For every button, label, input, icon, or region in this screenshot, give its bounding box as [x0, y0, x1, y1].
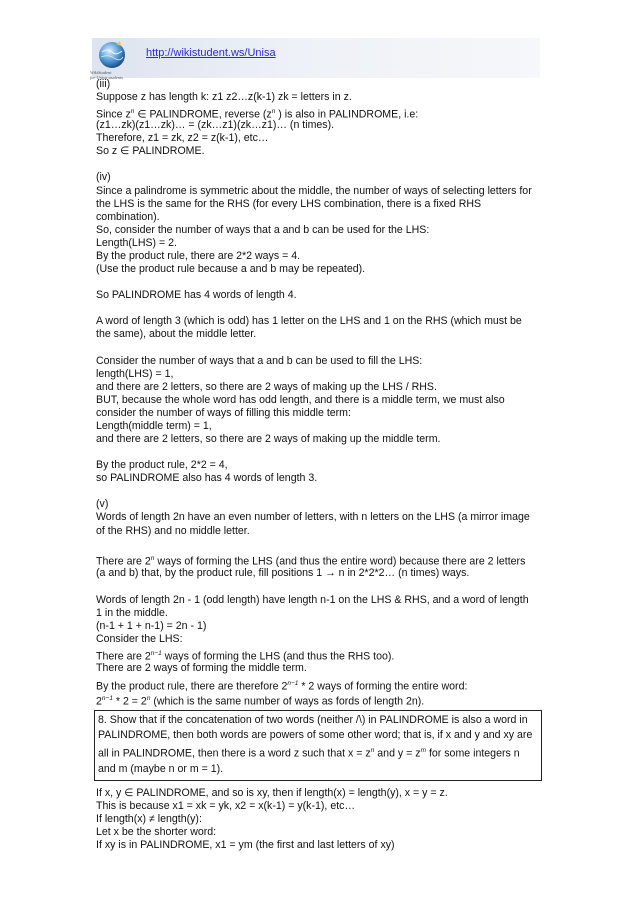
wikistudent-link[interactable]: http://wikistudent.ws/Unisa	[146, 47, 276, 59]
text-line: This is because x1 = xk = yk, x2 = x(k-1) = y(k-1), etc…	[96, 799, 356, 812]
text-line: Since a palindrome is symmetric about the middle, the number of ways of selecting letters for	[96, 184, 532, 197]
text-line: Length(LHS) = 2.	[96, 236, 177, 249]
text-line: (iv)	[96, 171, 111, 184]
text-line: consider the number of ways of filling this middle term:	[96, 406, 351, 419]
text-line: If x, y ∈ PALINDROME, and so is xy, then if length(x) = length(y), x = y = z.	[96, 786, 448, 799]
text-line: Length(middle term) = 1,	[96, 419, 212, 432]
text-line: 1 in the middle.	[96, 606, 168, 619]
document-body	[96, 78, 546, 852]
question-line: and m (maybe n or m = 1).	[98, 762, 224, 775]
text-line: (n-1 + 1 + n-1) = 2n - 1)	[96, 619, 207, 632]
text-line: If xy is in PALINDROME, x1 = ym (the first and last letters of xy)	[96, 838, 395, 851]
text-line: There are $2^{n-1}$ ways of forming the LHS (and thus the RHS too).	[96, 650, 395, 663]
text-line: the same), about the middle letter.	[96, 328, 257, 341]
text-line: So z ∈ PALINDROME.	[96, 145, 205, 158]
text-line: and there are 2 letters, so there are 2 ways of making up the middle term.	[96, 433, 441, 446]
text-line: Words of length 2n have an even number of letters, with n letters on the LHS (a mirror image	[96, 511, 530, 524]
question-box	[94, 710, 542, 781]
text-line: There are 2$^n$ ways of forming the LHS (and thus the entire word) because there are 2 letters	[96, 554, 526, 568]
text-line: (z1…zk)(z1…zk)… = (zk…z1)(zk…z1)… (n times).	[96, 119, 335, 132]
text-line: of the RHS) and no middle letter.	[96, 524, 250, 537]
text-line: By the product rule, there are therefore $2^{n-1} * 2$ ways of forming the entire word:	[96, 680, 468, 693]
text-line: combination).	[96, 210, 160, 223]
text-line: the LHS is the same for the RHS (for every LHS combination, there is a fixed RHS	[96, 197, 482, 210]
text-line: If length(x) ≠ length(y):	[96, 812, 202, 825]
text-line: Therefore, z1 = zk, z2 = z(k-1), etc…	[96, 132, 269, 145]
text-line: Consider the LHS:	[96, 632, 183, 645]
question-line: PALINDROME, then both words are powers of some other word; that is, if x and y and xy are	[98, 729, 533, 741]
text-line: $2^{n-1} * 2 = 2^n$ (which is the same number of ways as fords of length 2n).	[96, 695, 425, 708]
logo-caption: WikiStudent for Unisa students	[90, 70, 124, 80]
text-line: So, consider the number of ways that a and b can be used for the LHS:	[96, 223, 430, 236]
question-line: all in PALINDROME, then there is a word z such that $x = z^n$ and $y = z^m$ for some integers n	[98, 747, 520, 760]
text-line: (iii)	[96, 78, 111, 90]
text-line: By the product rule, 2*2 = 4,	[96, 459, 228, 472]
text-line: so PALINDROME also has 4 words of length 3.	[96, 472, 318, 485]
text-line: Since $z^n$ ∈ PALINDROME, reverse ($z^n$ ) is also in PALINDROME, i.e:	[96, 108, 419, 121]
text-line: and there are 2 letters, so there are 2 ways of making up the LHS / RHS.	[96, 380, 437, 393]
text-line: (a and b) that, by the product rule, fill positions 1 → n in 2*2*2… (n times) ways.	[96, 566, 470, 579]
text-line: length(LHS) = 1,	[96, 367, 174, 380]
text-line: There are 2 ways of forming the middle term.	[96, 662, 307, 674]
text-line: (v)	[96, 498, 109, 511]
text-line: Consider the number of ways that a and b can be used to fill the LHS:	[96, 354, 423, 367]
text-line: So PALINDROME has 4 words of length 4.	[96, 289, 297, 302]
question-line: 8. Show that if the concatenation of two words (neither /\) in PALINDROME is also a word in	[98, 714, 528, 726]
globe-logo-icon	[96, 40, 128, 72]
text-line: Let x be the shorter word:	[96, 825, 217, 838]
text-line: By the product rule, there are 2*2 ways = 4.	[96, 250, 301, 263]
text-line: BUT, because the whole word has odd length, and there is a middle term, we must also	[96, 393, 505, 406]
text-line: A word of length 3 (which is odd) has 1 letter on the LHS and 1 on the RHS (which must be	[96, 315, 522, 328]
text-line: Words of length 2n - 1 (odd length) have length n-1 on the LHS & RHS, and a word of length	[96, 593, 529, 606]
text-line: Suppose z has length k: z1 z2…z(k-1) zk = letters in z.	[96, 91, 352, 104]
text-line: (Use the product rule because a and b may be repeated).	[96, 263, 366, 276]
